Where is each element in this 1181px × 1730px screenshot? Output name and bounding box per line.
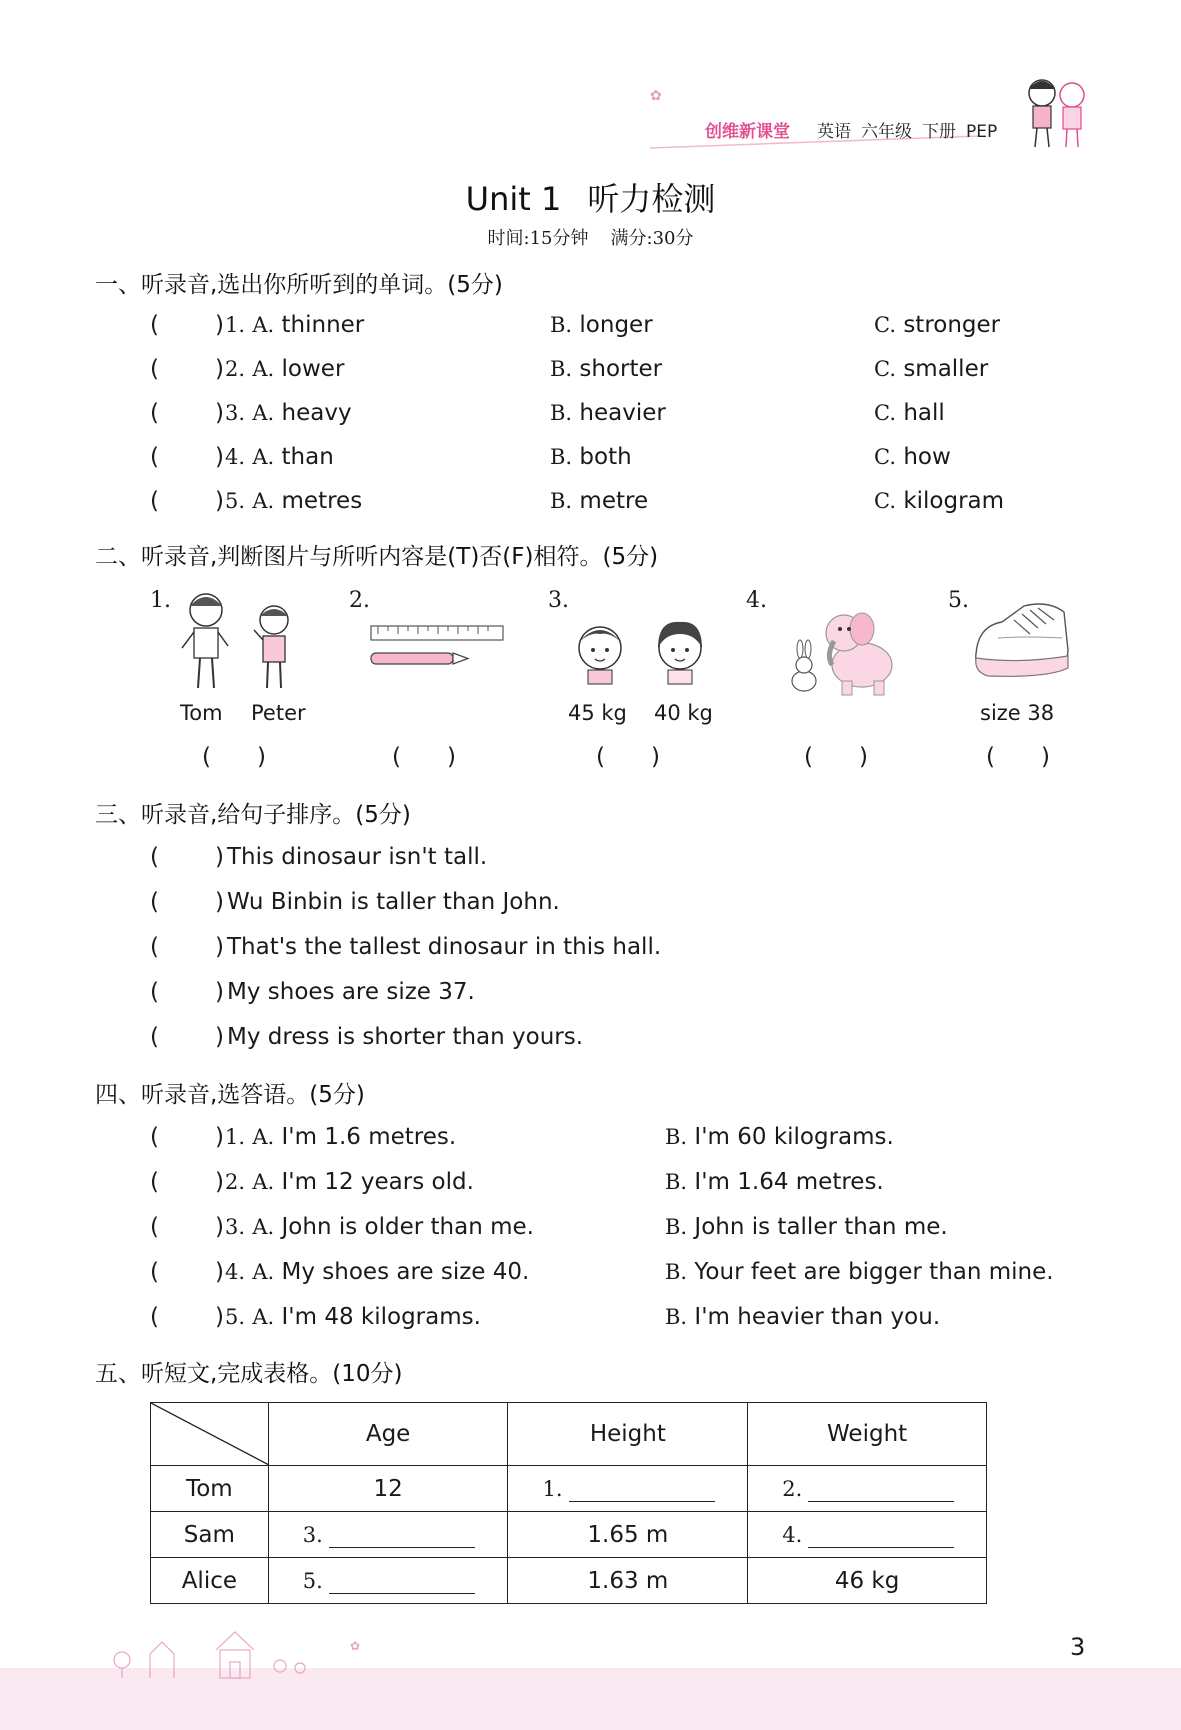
column-header-age: Age [268,1403,508,1466]
sneaker-icon [968,598,1074,682]
header-subject: 英语 [817,122,851,142]
section3-heading: 三、听录音,给句子排序。(5分) [95,802,411,828]
weight-blank-cell[interactable]: 4. [748,1512,987,1558]
fill-blank-line[interactable] [808,1525,954,1548]
boy-and-girl-faces-icon [570,612,710,687]
picture-number: 5. [948,588,969,613]
subtitle-score: 满分:30分 [610,228,694,249]
subtitle-time: 时间:15分钟 [487,228,589,249]
answer-paren: ( ) [392,744,456,770]
footer-house-decoration-icon [110,1620,390,1680]
svg-text:✿: ✿ [650,88,662,104]
header-volume: 下册 [922,122,956,142]
table-corner-cell [151,1403,269,1466]
fill-blank-line[interactable] [329,1525,475,1548]
fill-blank-line[interactable] [329,1571,475,1594]
weight-blank-cell[interactable]: 2. [748,1466,987,1512]
table-row [151,1466,987,1512]
fill-blank-line[interactable] [569,1479,715,1502]
page-number: 3 [1070,1633,1086,1661]
header-decoration-icon [650,70,1090,160]
picture-label: Tom [180,701,223,725]
sentence-text: My shoes are size 37. [227,979,475,1005]
picture-number: 1. [150,588,171,613]
section2-heading: 二、听录音,判断图片与所听内容是(T)否(F)相符。(5分) [95,544,659,570]
age-blank-cell[interactable]: 3. [268,1512,508,1558]
height-blank-cell[interactable]: 1. [508,1466,748,1512]
row-name: Sam [151,1512,269,1558]
title-name: 听力检测 [587,180,716,218]
answer-paren: ( ) [202,744,266,770]
picture-number: 2. [349,588,370,613]
answer-paren: ( ) [596,744,660,770]
header-grade: 六年级 [861,122,912,142]
section1-heading: 一、听录音,选出你所听到的单词。(5分) [95,272,503,298]
picture-label: 40 kg [654,701,713,725]
answer-paren: ( ) [804,744,868,770]
table-row [151,1558,987,1604]
picture-label: 45 kg [568,701,627,725]
row-name: Tom [151,1466,269,1512]
age-cell: 12 [268,1466,508,1512]
row-name: Alice [151,1558,269,1604]
page-title [0,174,1181,220]
diagonal-line-icon [151,1403,269,1465]
header-book-info [817,117,1007,142]
age-blank-cell[interactable]: 5. [268,1558,508,1604]
rabbit-and-elephant-icon [786,603,906,698]
sentence-text: This dinosaur isn't tall. [227,844,488,870]
picture-label: size 38 [980,701,1055,725]
fill-blank-line[interactable] [808,1479,954,1502]
picture-number: 3. [548,588,569,613]
picture-number: 4. [746,588,767,613]
picture-label: Peter [251,701,306,725]
svg-text:✿: ✿ [350,1639,361,1653]
column-header-weight: Weight [748,1403,987,1466]
page-subtitle [0,224,1181,250]
sentence-text: Wu Binbin is taller than John. [227,889,560,915]
header-brand: 创维新课堂 [705,122,790,142]
section5-heading: 五、听短文,完成表格。(10分) [95,1361,403,1387]
title-unit: Unit 1 [465,180,562,218]
height-cell: 1.63 m [508,1558,748,1604]
section4-heading: 四、听录音,选答语。(5分) [95,1082,365,1108]
ruler-and-pencil-icon [368,620,508,680]
answer-paren: ( ) [986,744,1050,770]
answer-table [150,1402,987,1604]
table-header-row [151,1403,987,1466]
table-row [151,1512,987,1558]
sentence-text: That's the tallest dinosaur in this hall. [227,934,662,960]
column-header-height: Height [508,1403,748,1466]
height-cell: 1.65 m [508,1512,748,1558]
header-edition: PEP [966,122,998,142]
two-boys-icon [172,588,312,698]
weight-cell: 46 kg [748,1558,987,1604]
sentence-text: My dress is shorter than yours. [227,1024,584,1050]
